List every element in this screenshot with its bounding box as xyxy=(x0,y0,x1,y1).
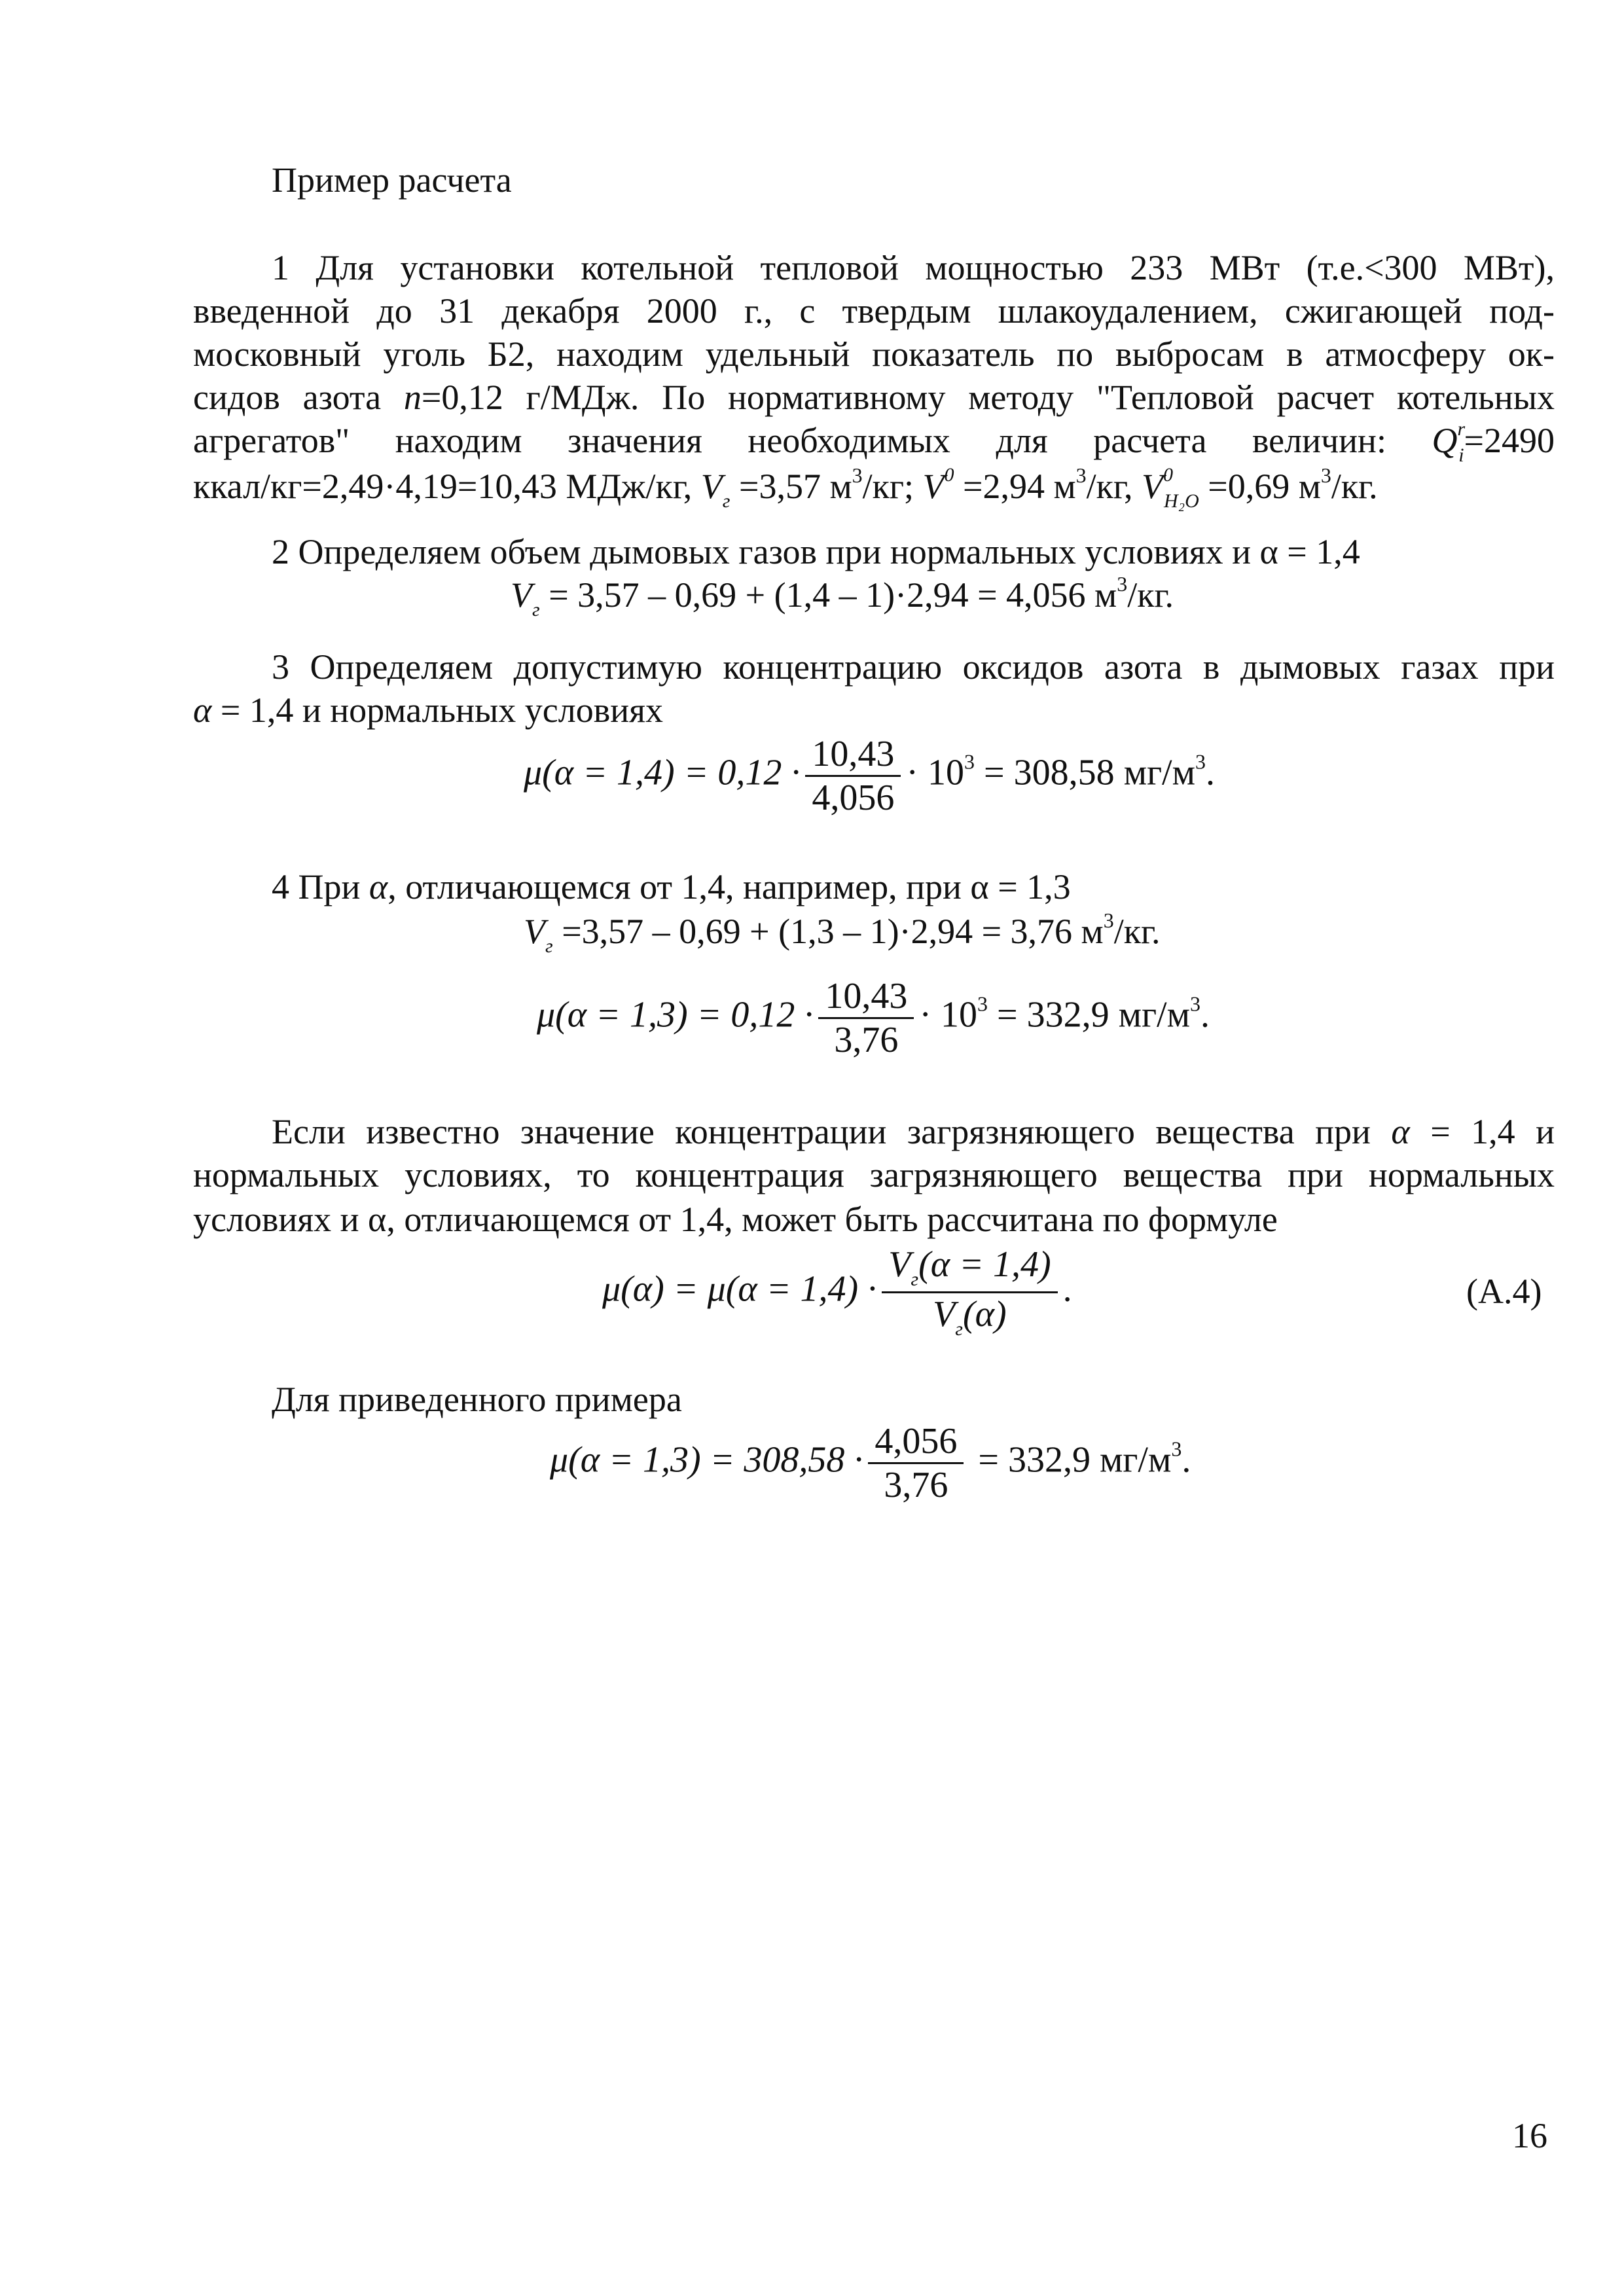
eq6-num-v: V xyxy=(888,1244,911,1285)
eq7-num: 4,056 xyxy=(868,1420,964,1464)
paragraph-2-text: 2 Определяем объем дымовых газов при нормальных условиях и α = 1,4 xyxy=(272,532,1360,571)
eq-end: /кг. xyxy=(1127,575,1174,615)
equation-concentration-1-4 xyxy=(524,733,1215,819)
eq6-num-sub: г xyxy=(911,1268,919,1290)
eq4-end: /кг. xyxy=(1113,912,1161,951)
eq5-end: . xyxy=(1200,994,1210,1035)
eq3-left: μ(α = 1,4) = 0,12 · xyxy=(524,752,801,793)
p4-text-a: 4 При xyxy=(272,867,369,906)
p5-l1-b: = 1,4 и xyxy=(1409,1112,1555,1151)
equation-concentration-1-3 xyxy=(537,975,1210,1061)
paragraph-5-line-1 xyxy=(193,1110,1555,1153)
p1-l6-f: =0,69 м xyxy=(1199,467,1321,506)
vh-sup: 0 xyxy=(1163,464,1173,486)
eq5-mid: · 10 xyxy=(919,994,978,1035)
eq4-v-sub: г xyxy=(545,935,553,957)
eq5-fraction xyxy=(818,975,914,1061)
eq5-right: = 332,9 мг/м xyxy=(988,994,1191,1035)
paragraph-1-line-3: московный уголь Б2, находим удельный показатель по выбросам в атмосферу ок- xyxy=(193,334,1555,374)
eq7-den: 3,76 xyxy=(884,1465,948,1505)
eq6-num-rest: (α = 1,4) xyxy=(918,1244,1051,1285)
eq3-rsup: 3 xyxy=(1195,749,1206,774)
v-sub: г xyxy=(722,490,731,512)
eq5-exp: 3 xyxy=(977,992,988,1016)
p5-l1-a: Если известно значение концентрации загрязняющего вещества при xyxy=(272,1112,1392,1151)
p1-l6-b: =3,57 м xyxy=(730,467,852,506)
eq6-den-sub: г xyxy=(955,1318,964,1340)
page-number: 16 xyxy=(1512,2116,1547,2155)
paragraph-1-line-2: введенной до 31 декабря 2000 г., с твердым шлакоудалением, сжигающей под- xyxy=(193,291,1555,331)
p4-text-b: , отличающемся от 1,4, например, при α = 1,3 xyxy=(388,867,1071,906)
eq6-num xyxy=(882,1244,1057,1293)
eq4-sup: 3 xyxy=(1103,908,1114,932)
eq6-den-rest: (α) xyxy=(963,1294,1007,1335)
eq7-fraction xyxy=(868,1420,964,1506)
equation-volume-1-4 xyxy=(511,573,1174,622)
eq3-right: = 308,58 мг/м xyxy=(975,752,1196,793)
equation-number: (А.4) xyxy=(1466,1272,1542,1311)
p1-l6-d: =2,94 м xyxy=(954,467,1076,506)
q-letter: Q xyxy=(1432,421,1458,460)
p5-alpha: α xyxy=(1391,1112,1410,1151)
paragraph-3-line-2 xyxy=(193,689,663,732)
vh-letter: V xyxy=(1141,467,1163,506)
p4-alpha: α xyxy=(369,867,388,906)
section-heading: Пример расчета xyxy=(272,160,512,200)
eq4-body: =3,57 – 0,69 + (1,3 – 1)·2,94 = 3,76 м xyxy=(552,912,1104,951)
p3-l1-text: 3 Определяем допустимую концентрацию оксидов азота в дымовых газах при xyxy=(272,647,1555,687)
equation-example xyxy=(550,1420,1191,1506)
eq-v: V xyxy=(511,575,532,615)
p1-l5-q-symbol xyxy=(1432,418,1555,466)
p3-alpha: α xyxy=(193,691,212,730)
eq5-rsup: 3 xyxy=(1190,992,1201,1016)
eq3-mid: · 10 xyxy=(906,752,965,793)
equation-formula-a4 xyxy=(602,1244,1072,1341)
v0-sup: 0 xyxy=(944,464,954,486)
p1-l4-a: сидов азота xyxy=(193,378,404,417)
p1-l5-a: агрегатов" находим значения необходимых для расчета величин: xyxy=(193,421,1386,460)
paragraph-1-line-4 xyxy=(193,376,1555,419)
eq3-end: . xyxy=(1206,752,1216,793)
paragraph-5-line-2: нормальных условиях, то концентрация загрязняющего вещества при нормальных xyxy=(193,1155,1555,1194)
eq3-fraction xyxy=(805,733,901,819)
eq6-den-v: V xyxy=(933,1294,956,1335)
vh-sub: H₂O xyxy=(1163,490,1199,512)
paragraph-1-line-5 xyxy=(193,419,1555,468)
eq7-rsup: 3 xyxy=(1171,1437,1182,1461)
eq6-fraction xyxy=(882,1244,1057,1341)
eq-v-sub: г xyxy=(532,599,540,620)
sup-1: 3 xyxy=(852,463,863,487)
p1-l5-b: =2490 xyxy=(1464,421,1555,460)
p1-l6-e: /кг, xyxy=(1086,467,1142,506)
eq3-exp: 3 xyxy=(964,749,975,774)
eq6-end: . xyxy=(1062,1268,1072,1310)
paragraph-4-text xyxy=(272,865,1071,908)
paragraph-5-line-3: условиях и α, отличающемся от 1,4, может быть рассчитана по формуле xyxy=(193,1200,1278,1239)
paragraph-1-line-6 xyxy=(193,465,1378,514)
v0-letter: V xyxy=(922,467,945,506)
paragraph-6-text: Для приведенного примера xyxy=(272,1380,682,1419)
eq6-left: μ(α) = μ(α = 1,4) · xyxy=(602,1268,877,1310)
eq-body: = 3,57 – 0,69 + (1,4 – 1)·2,94 = 4,056 м xyxy=(539,575,1117,615)
eq4-v: V xyxy=(524,912,545,951)
v-letter: V xyxy=(700,467,723,506)
p1-l6-a: ккал/кг=2,49·4,19=10,43 МДж/кг, xyxy=(193,467,701,506)
p1-l6-c: /кг; xyxy=(862,467,923,506)
eq7-left: μ(α = 1,3) = 308,58 · xyxy=(550,1439,863,1480)
eq3-den: 4,056 xyxy=(812,778,895,818)
eq5-left: μ(α = 1,3) = 0,12 · xyxy=(537,994,814,1035)
p1-l4-b: =0,12 г/МДж. По нормативному методу "Тепловой расчет котельных xyxy=(421,378,1555,417)
eq6-den xyxy=(882,1293,1057,1341)
eq7-right: = 332,9 мг/м xyxy=(969,1439,1172,1480)
paragraph-3-line-1 xyxy=(193,645,1555,689)
eq5-num: 10,43 xyxy=(818,975,914,1019)
p1-l6-g: /кг. xyxy=(1331,467,1378,506)
q-sup: r xyxy=(1457,418,1466,440)
eq7-end: . xyxy=(1182,1439,1191,1480)
sup-3: 3 xyxy=(1320,463,1331,487)
paragraph-1-line-1 xyxy=(193,246,1555,289)
sup-2: 3 xyxy=(1075,463,1087,487)
eq5-den: 3,76 xyxy=(834,1020,899,1060)
eq3-num: 10,43 xyxy=(805,733,901,777)
equation-volume-1-3 xyxy=(524,910,1161,959)
q-sub: i xyxy=(1458,444,1464,466)
p1-l4-n: n xyxy=(403,378,422,417)
eq-sup: 3 xyxy=(1117,572,1128,596)
p3-l2-b: = 1,4 и нормальных условиях xyxy=(211,691,663,730)
p1-l1-text: 1 Для установки котельной тепловой мощностью 233 МВт (т.е.<300 МВт), xyxy=(272,248,1555,287)
